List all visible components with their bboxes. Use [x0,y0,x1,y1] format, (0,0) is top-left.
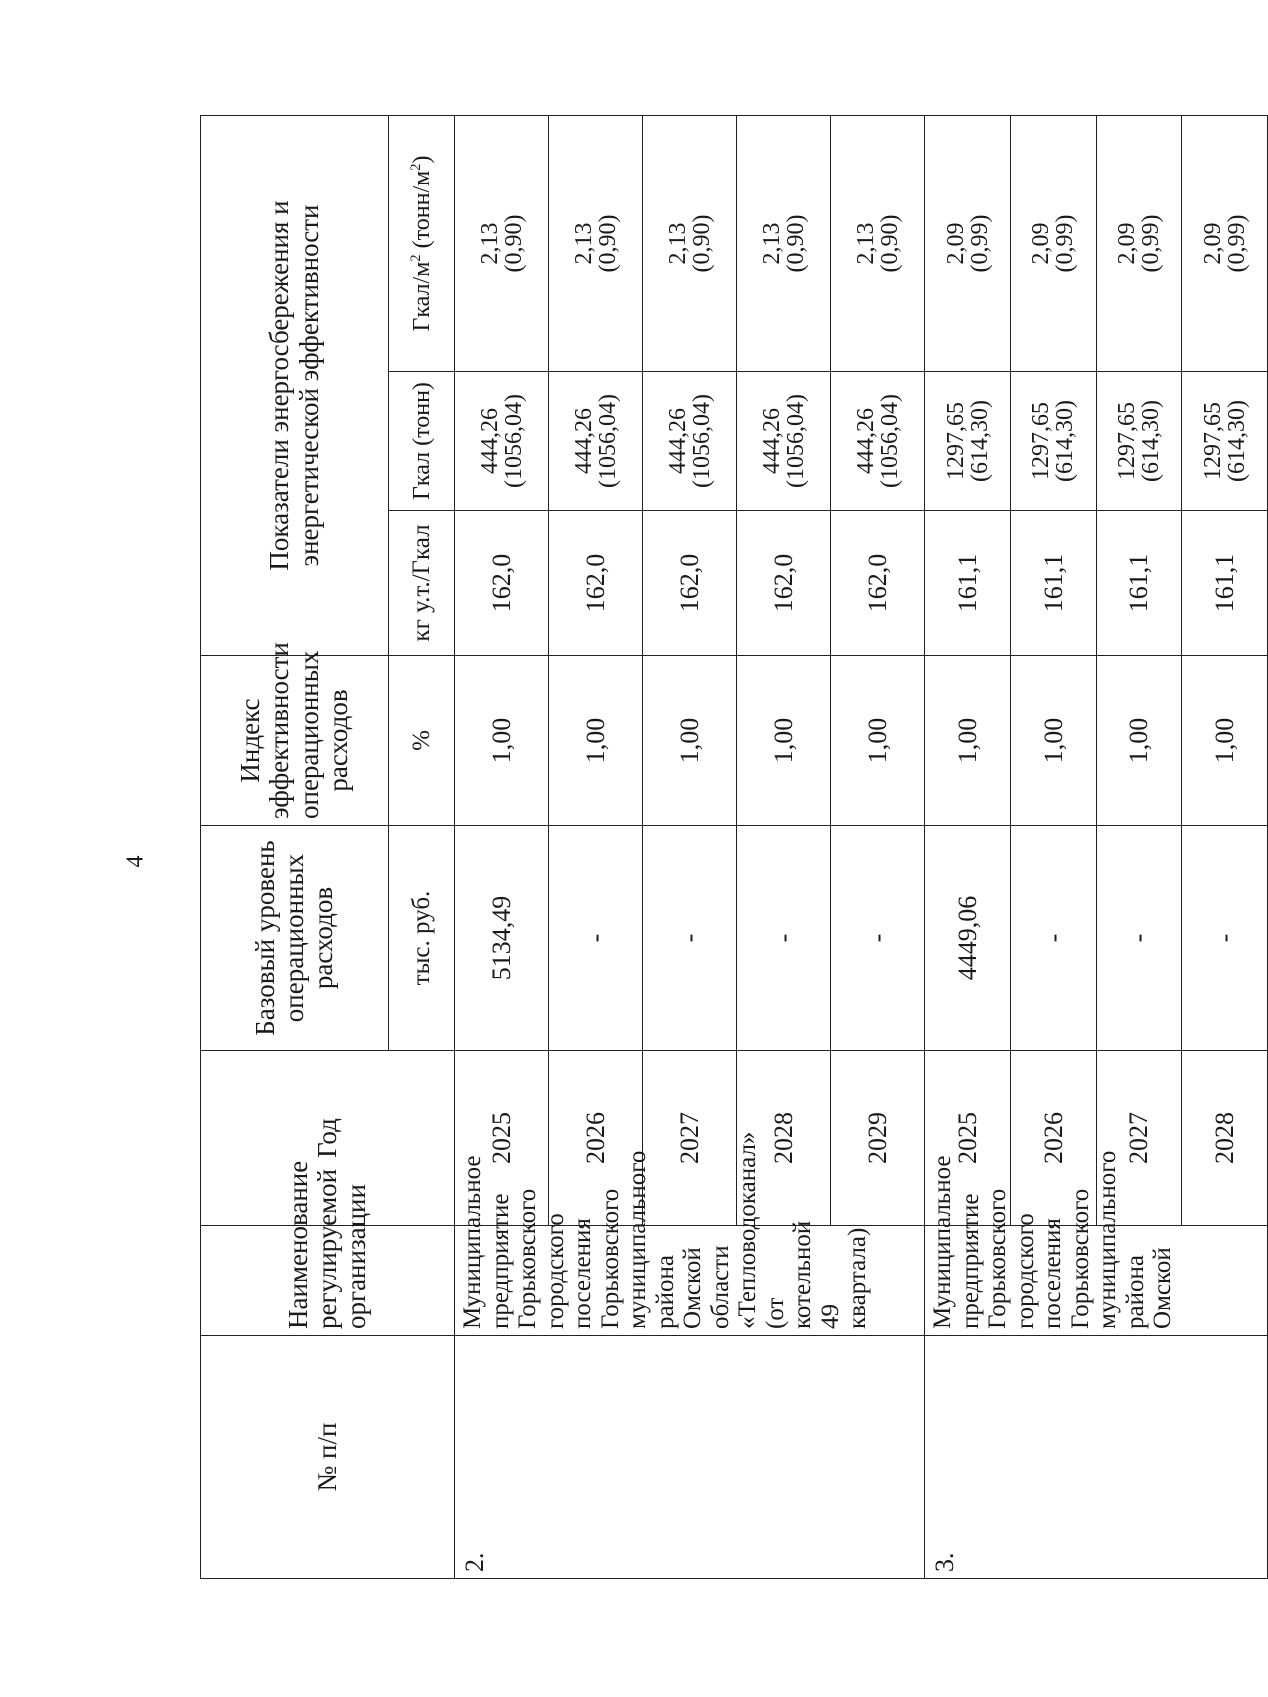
base-cell: - [1182,826,1268,1051]
year-cell: 2026 [549,1051,643,1226]
gcal-cell-alt-value: (1056,04) [876,394,903,488]
row-number: 3. [925,1336,1268,1579]
base-cell: 4449,06 [925,826,1011,1051]
organization-name: Муниципальное предприятие Горьковского городского поселения Горьковского муниципального района Омской области «Тепловодоканал» (от котельной 49 квартала) [455,1226,925,1336]
year-cell: 2025 [455,1051,549,1226]
gcal-m2-cell [925,115,1011,371]
gcal-cell-value: 444,26 [852,408,879,474]
gcal-m2-cell-alt-value: (0,90) [594,214,621,273]
kg-cell: 161,1 [1182,511,1268,656]
unit-kg: кг у.т./Гкал [389,511,455,656]
kg-cell: 162,0 [831,511,925,656]
page-number: 4 [122,855,149,868]
gcal-m2-cell-value: 2,09 [1113,222,1140,265]
year-cell: 2026 [1011,1051,1097,1226]
index-cell: 1,00 [737,656,831,826]
gcal-cell [925,372,1011,511]
header-energy: Показатели энергосбережения и энергетической эффективности [201,115,389,655]
gcal-m2-cell-value: 2,13 [758,222,785,265]
unit-gcal: Гкал (тонн) [389,372,455,511]
gcal-m2-cell-value: 2,09 [1028,222,1055,265]
gcal-cell [831,372,925,511]
base-cell: - [737,826,831,1051]
gcal-cell [737,372,831,511]
gcal-m2-cell-value: 2,13 [852,222,879,265]
gcal-cell-value: 444,26 [758,408,785,474]
year-cell: 2028 [1182,1051,1268,1226]
gcal-m2-cell [737,115,831,371]
header-row [201,115,389,1578]
gcal-m2-cell-value: 2,09 [942,222,969,265]
gcal-m2-cell-alt-value: (0,99) [1137,214,1164,273]
gcal-m2-cell-alt-value: (0,99) [1223,214,1250,273]
base-cell: - [643,826,737,1051]
kg-cell: 162,0 [455,511,549,656]
year-cell: 2025 [925,1051,1011,1226]
gcal-m2-cell [1182,115,1268,371]
kg-cell: 162,0 [643,511,737,656]
gcal-cell [1096,372,1182,511]
gcal-cell [1182,372,1268,511]
gcal-cell [643,372,737,511]
gcal-cell-alt-value: (614,30) [1137,400,1164,482]
gcal-cell [1011,372,1097,511]
gcal-m2-cell-value: 2,09 [1199,222,1226,265]
header-org: Наименование регулируемой организации [201,1226,455,1336]
gcal-m2-cell [643,115,737,371]
row-number: 2. [455,1336,925,1579]
index-cell: 1,00 [1182,656,1268,826]
gcal-cell-value: 1297,65 [1028,402,1055,480]
gcal-cell [455,372,549,511]
kg-cell: 161,1 [925,511,1011,656]
unit-base: тыс. руб. [389,826,455,1051]
year-cell: 2029 [831,1051,925,1226]
index-cell: 1,00 [1011,656,1097,826]
gcal-cell [549,372,643,511]
header-index: Индекс эффективности операционных расходов [201,656,389,826]
index-cell: 1,00 [643,656,737,826]
gcal-m2-cell-alt-value: (0,90) [876,214,903,273]
year-cell: 2028 [737,1051,831,1226]
gcal-m2-cell-alt-value: (0,90) [500,214,527,273]
gcal-cell-value: 444,26 [664,408,691,474]
gcal-cell-value: 444,26 [570,408,597,474]
gcal-m2-cell-value: 2,13 [664,222,691,265]
index-cell: 1,00 [925,656,1011,826]
gcal-m2-cell-alt-value: (0,90) [688,214,715,273]
index-cell: 1,00 [1096,656,1182,826]
gcal-m2-cell [1011,115,1097,371]
year-cell: 2027 [643,1051,737,1226]
index-cell: 1,00 [831,656,925,826]
gcal-cell-alt-value: (1056,04) [500,394,527,488]
header-num: № п/п [201,1336,455,1579]
table-body [455,115,1268,1578]
table-row [455,115,549,1578]
gcal-m2-cell-alt-value: (0,90) [782,214,809,273]
gcal-m2-cell-alt-value: (0,99) [966,214,993,273]
organization-name: Муниципальное предприятие Горьковского городского поселения Горьковского муниципального района Омской [925,1226,1268,1336]
base-cell: - [549,826,643,1051]
gcal-m2-cell-value: 2,13 [476,222,503,265]
gcal-cell-value: 1297,65 [942,402,969,480]
gcal-cell-alt-value: (1056,04) [594,394,621,488]
gcal-cell-value: 1297,65 [1199,402,1226,480]
gcal-cell-alt-value: (614,30) [1052,400,1079,482]
gcal-m2-cell [831,115,925,371]
gcal-cell-alt-value: (1056,04) [688,394,715,488]
gcal-cell-alt-value: (614,30) [966,400,993,482]
base-cell: 5134,49 [455,826,549,1051]
kg-cell: 162,0 [737,511,831,656]
rotated-table-container [200,116,1268,1579]
gcal-m2-cell [1096,115,1182,371]
gcal-m2-cell [455,115,549,371]
header-base: Базовый уровень операционных расходов [201,826,389,1051]
base-cell: - [1011,826,1097,1051]
gcal-cell-value: 1297,65 [1113,402,1140,480]
kg-cell: 161,1 [1096,511,1182,656]
kg-cell: 161,1 [1011,511,1097,656]
gcal-cell-alt-value: (614,30) [1223,400,1250,482]
index-cell: 1,00 [549,656,643,826]
unit-index: % [389,656,455,826]
index-cell: 1,00 [455,656,549,826]
kg-cell: 162,0 [549,511,643,656]
header-year: Год [201,1051,455,1226]
gcal-cell-alt-value: (1056,04) [782,394,809,488]
gcal-cell-value: 444,26 [476,408,503,474]
unit-gcal-m2: Гкал/$м^2$ $(тонн/м^2)$ [389,115,455,371]
base-cell: - [831,826,925,1051]
tariff-table [200,115,1268,1579]
gcal-m2-cell-alt-value: (0,99) [1052,214,1079,273]
base-cell: - [1096,826,1182,1051]
gcal-m2-cell-value: 2,13 [570,222,597,265]
table-row [925,115,1011,1578]
year-cell: 2027 [1096,1051,1182,1226]
gcal-m2-cell [549,115,643,371]
